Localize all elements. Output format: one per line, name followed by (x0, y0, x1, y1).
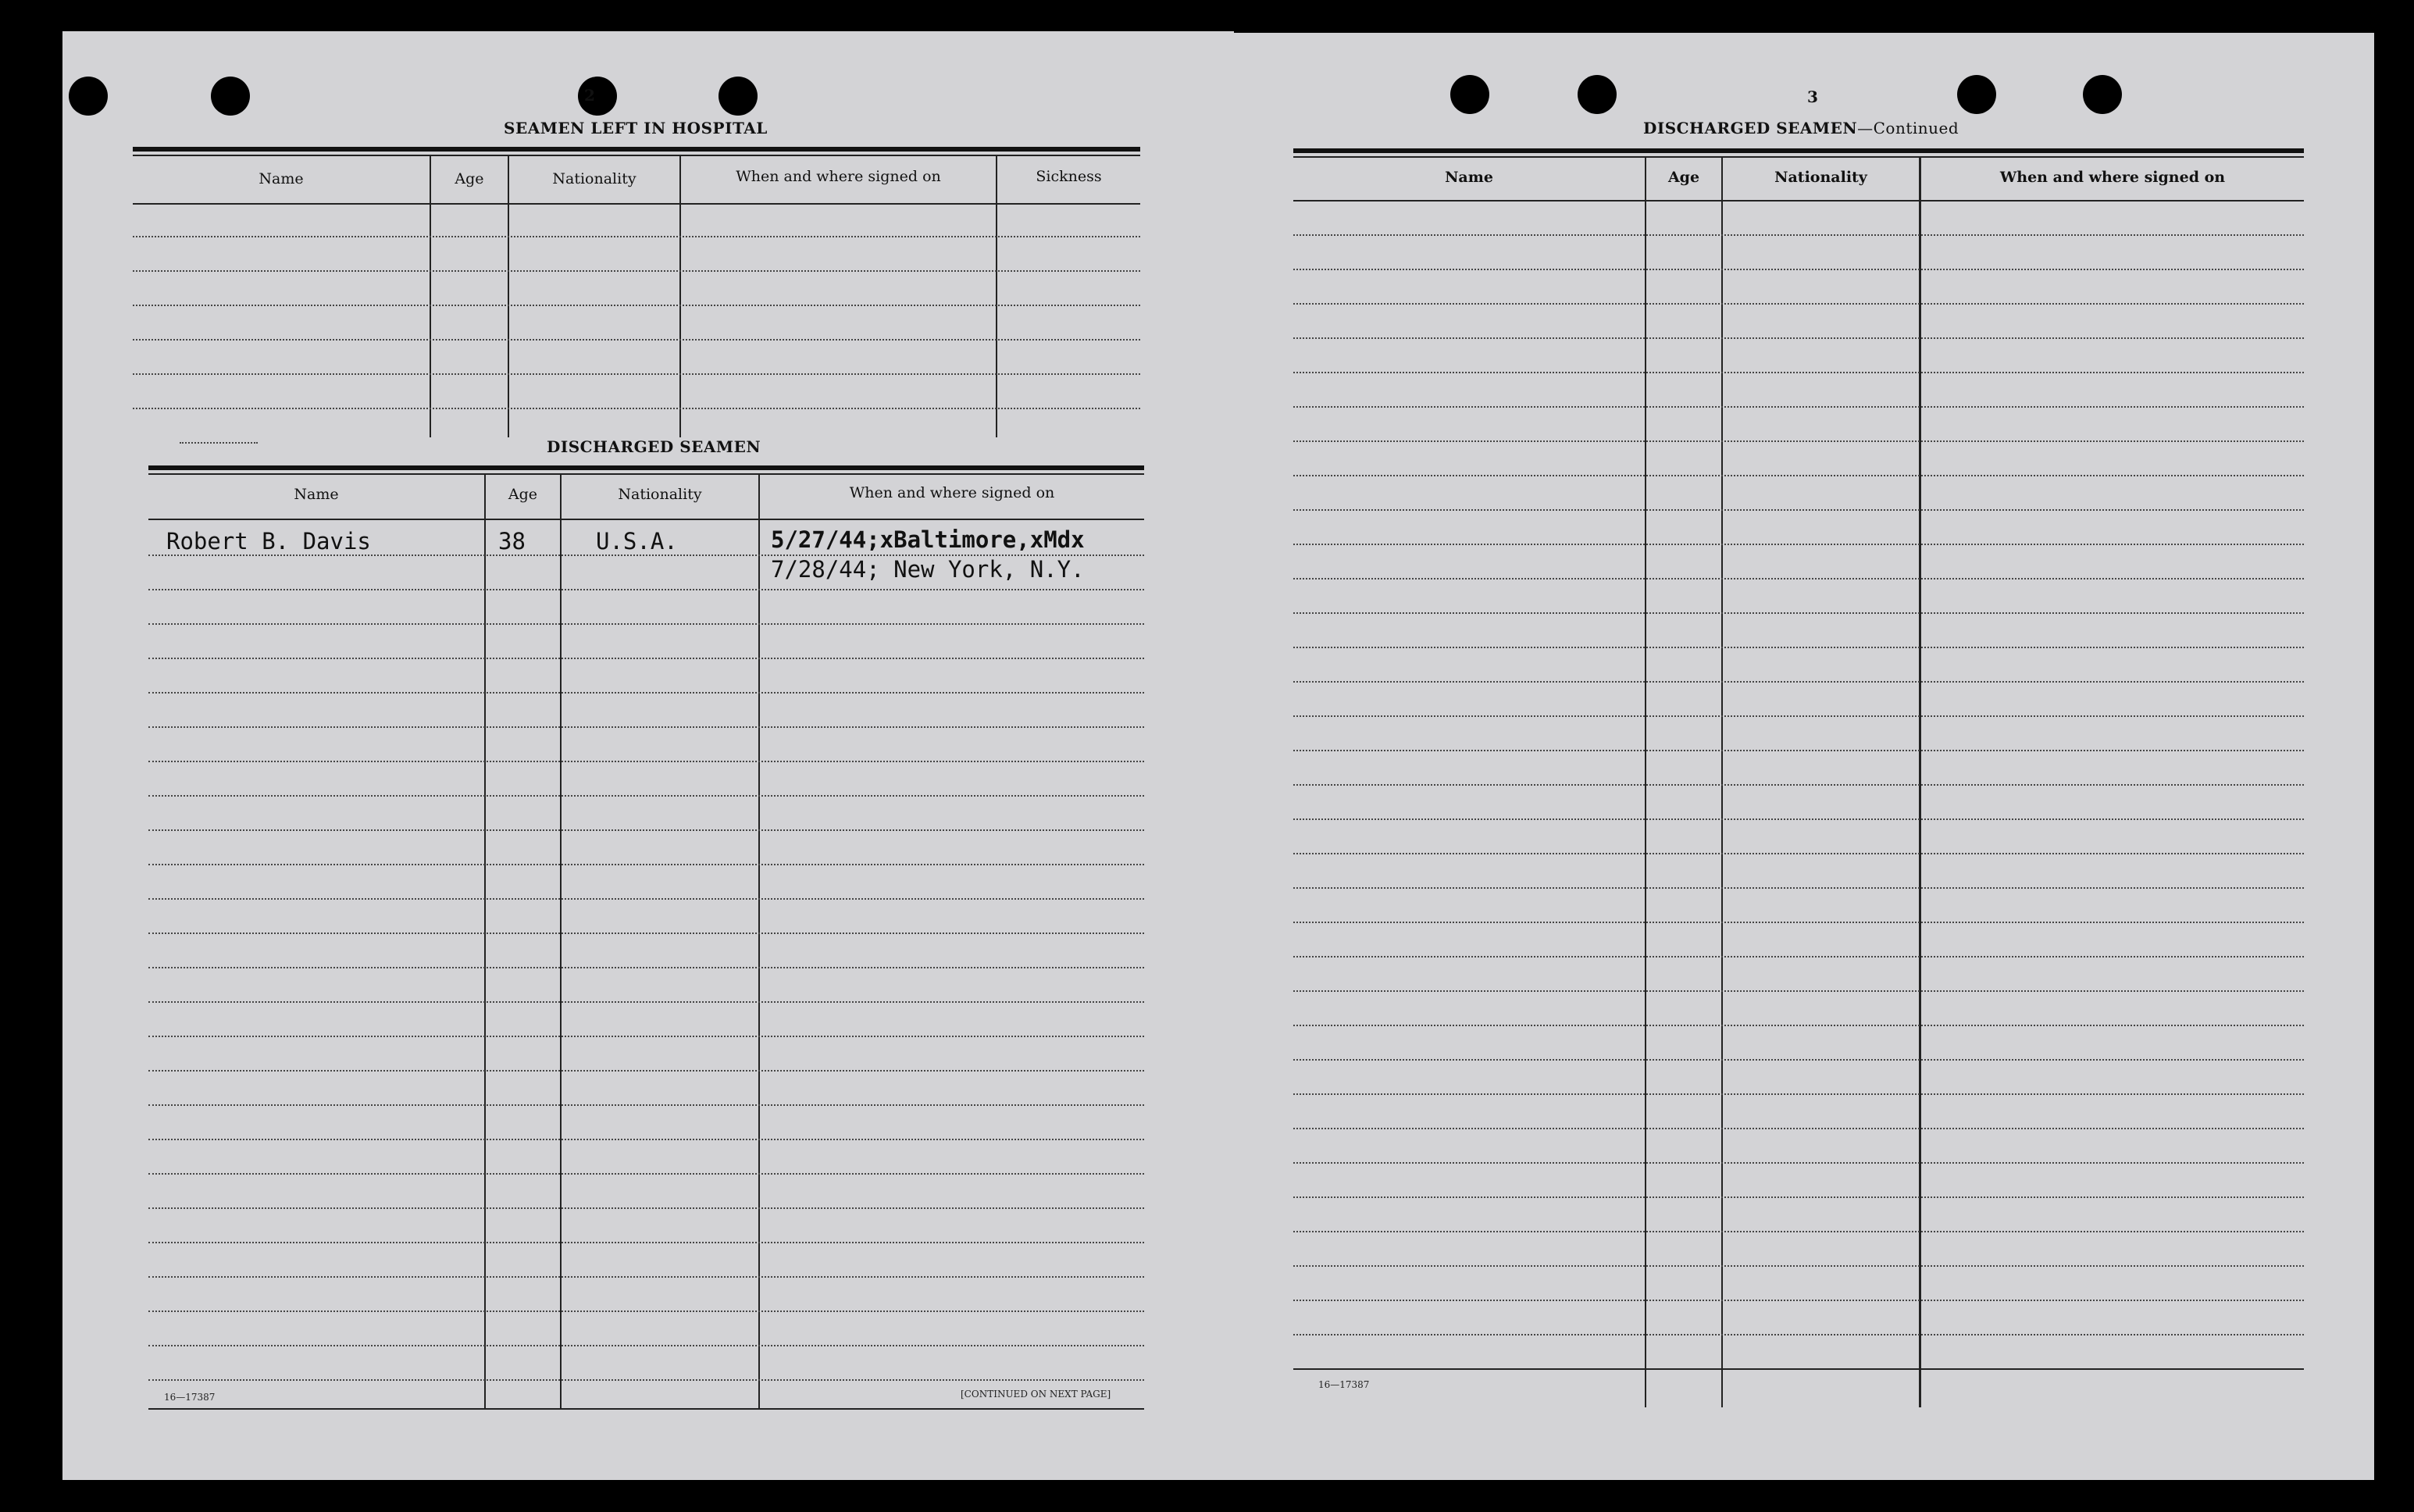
punch-hole (69, 77, 108, 116)
continued-note: [CONTINUED ON NEXT PAGE] (961, 1389, 1111, 1400)
page-number: 2 (584, 86, 595, 105)
signed-on-entry: 7/28/44; New York, N.Y. (771, 556, 1085, 583)
col-header-nationality: Nationality (618, 486, 702, 503)
punch-hole (1450, 75, 1489, 114)
col-header-name: Name (1445, 169, 1493, 186)
col-header-name: Name (294, 486, 339, 503)
col-header-name: Name (259, 170, 304, 187)
form-number: 16—17387 (1318, 1379, 1370, 1390)
punch-hole (1578, 75, 1617, 114)
col-header-age: Age (1667, 169, 1700, 186)
section-title-hospital: SEAMEN LEFT IN HOSPITAL (504, 119, 768, 137)
punch-hole (2083, 75, 2122, 114)
seaman-nationality: U.S.A. (596, 528, 678, 555)
seaman-age: 38 (498, 528, 526, 555)
col-header-signed-on: When and where signed on (1999, 169, 2226, 186)
col-header-signed-on: When and where signed on (849, 484, 1055, 501)
punch-hole (211, 77, 250, 116)
col-header-age: Age (455, 170, 484, 187)
section-title-text: DISCHARGED SEAMEN (1643, 119, 1858, 137)
section-title-suffix: —Continued (1857, 119, 1959, 137)
col-header-age: Age (508, 486, 538, 503)
seaman-name: Robert B. Davis (166, 528, 371, 555)
section-title-discharged-continued (1643, 119, 1959, 137)
left-page (62, 31, 1234, 1480)
col-header-nationality: Nationality (1774, 169, 1867, 186)
punch-hole (1957, 75, 1996, 114)
right-page (1234, 33, 2374, 1480)
col-header-sickness: Sickness (1036, 168, 1102, 185)
col-header-signed-on: When and where signed on (736, 168, 941, 185)
section-title-discharged: DISCHARGED SEAMEN (547, 437, 761, 456)
col-header-nationality: Nationality (552, 170, 636, 187)
punch-hole (718, 77, 758, 116)
form-number: 16—17387 (164, 1392, 216, 1403)
page-number: 3 (1807, 87, 1818, 106)
struck-out-signed-on: 5/27/44;xBaltimore,xMdx (771, 526, 1085, 553)
